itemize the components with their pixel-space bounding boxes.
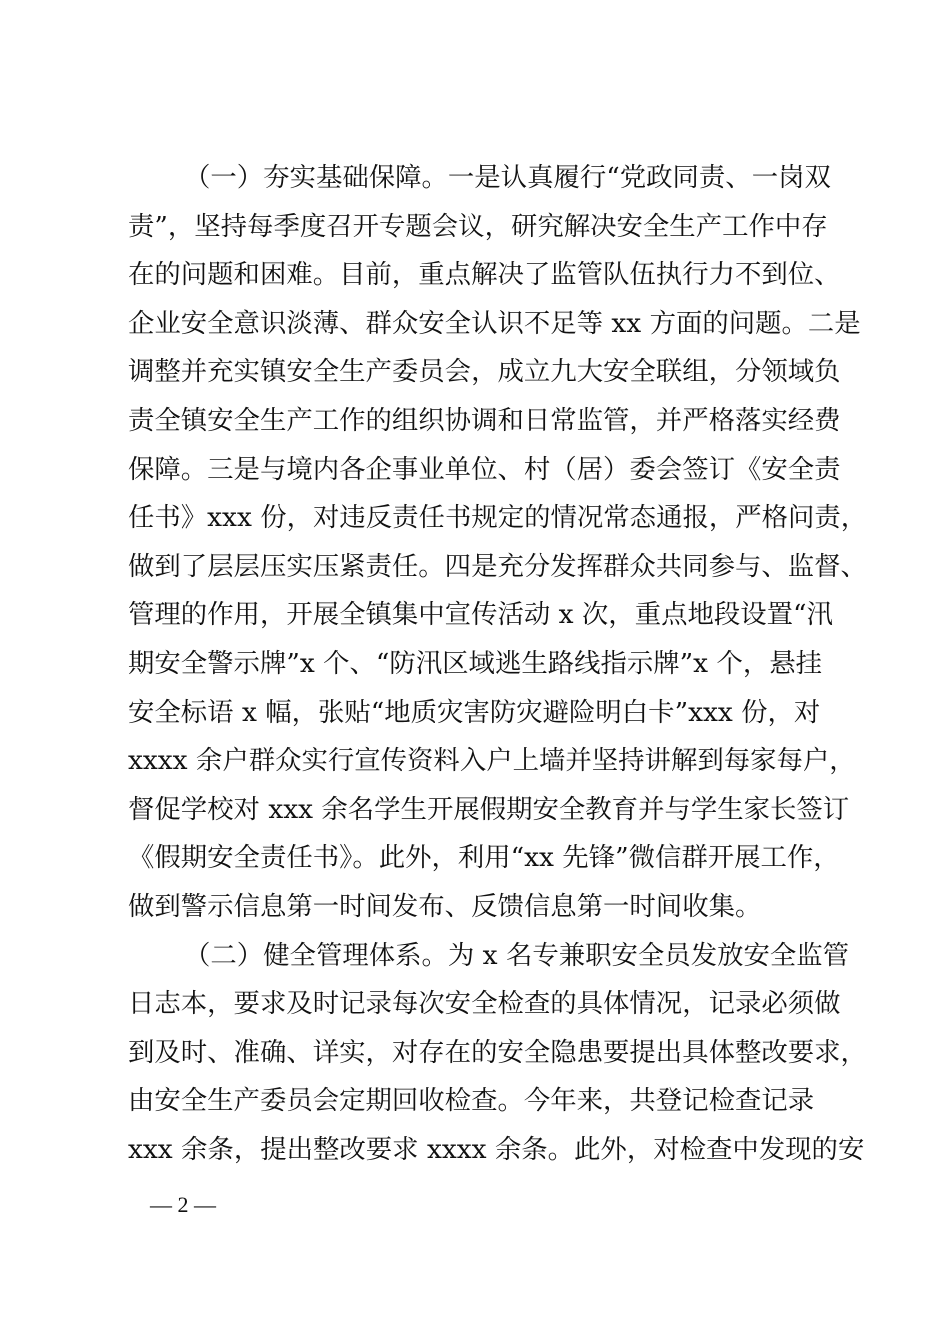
- paragraph-1-line-5: 调整并充实镇安全生产委员会，成立九大安全联组，分领域负: [128, 356, 841, 388]
- paragraph-1-line-13: xxxx 余户群众实行宣传资料入户上墙并坚持讲解到每家每户，: [128, 745, 856, 777]
- paragraph-2-line-4: 由安全生产委员会定期回收检查。今年来，共登记检查记录: [128, 1085, 815, 1117]
- paragraph-1-line-7: 保障。三是与境内各企事业单位、村（居）委会签订《安全责: [128, 453, 841, 485]
- paragraph-1-line-6: 责全镇安全生产工作的组织协调和日常监管，并严格落实经费: [128, 404, 841, 436]
- paragraph-1-line-10: 管理的作用，开展全镇集中宣传活动 x 次，重点地段设置“汛: [128, 599, 833, 631]
- paragraph-1-line-14: 督促学校对 xxx 余名学生开展假期安全教育并与学生家长签订: [128, 793, 850, 825]
- paragraph-2-line-1: （二）健全管理体系。为 x 名专兼职安全员发放安全监管: [184, 939, 850, 971]
- paragraph-1-line-3: 在的问题和困难。目前，重点解决了监管队伍执行力不到位、: [128, 259, 841, 291]
- paragraph-1-line-12: 安全标语 x 幅，张贴“地质灾害防灾避险明白卡”xxx 份，对: [128, 696, 821, 728]
- paragraph-2-line-3: 到及时、准确、详实，对存在的安全隐患要提出具体整改要求，: [128, 1036, 867, 1068]
- paragraph-1-line-11: 期安全警示牌”x 个、“防汛区域逃生路线指示牌”x 个，悬挂: [128, 647, 823, 679]
- paragraph-1-line-1: （一）夯实基础保障。一是认真履行“党政同责、一岗双: [184, 162, 831, 193]
- paragraph-1-line-8: 任书》xxx 份，对违反责任书规定的情况常态通报，严格问责，: [128, 502, 868, 534]
- paragraph-1-line-4: 企业安全意识淡薄、群众安全认识不足等 xx 方面的问题。二是: [128, 307, 861, 339]
- paragraph-1-line-15: 《假期安全责任书》。此外，利用“xx 先锋”微信群开展工作，: [128, 842, 840, 874]
- paragraph-2-line-5: xxx 余条，提出整改要求 xxxx 余条。此外，对检查中发现的安: [128, 1133, 865, 1165]
- paragraph-1-line-9: 做到了层层压实压紧责任。四是充分发挥群众共同参与、监督、: [128, 550, 867, 582]
- paragraph-1-line-16: 做到警示信息第一时间发布、反馈信息第一时间收集。: [128, 890, 762, 922]
- document-body: [128, 154, 868, 1174]
- page-number: — 2 —: [150, 1192, 216, 1217]
- paragraph-1-line-2: 责”，坚持每季度召开专题会议，研究解决安全生产工作中存: [128, 210, 828, 242]
- paragraph-2-line-2: 日志本，要求及时记录每次安全检查的具体情况，记录必须做: [128, 988, 841, 1020]
